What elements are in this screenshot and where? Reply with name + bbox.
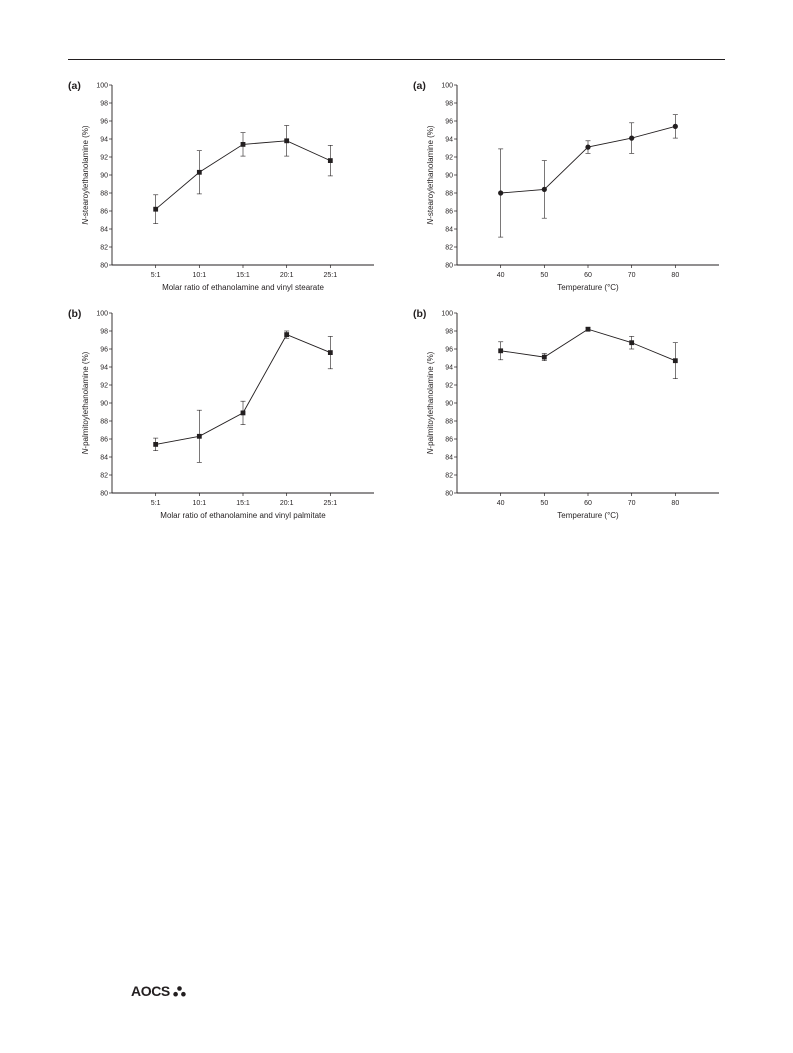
y-axis-title-italic: N xyxy=(81,448,90,455)
data-point xyxy=(542,355,547,360)
y-tick-label: 86 xyxy=(445,208,453,216)
y-tick-label: 100 xyxy=(96,82,108,90)
y-tick-label: 98 xyxy=(100,328,108,336)
data-point xyxy=(153,442,158,447)
x-tick-label: 60 xyxy=(584,500,592,507)
x-tick-label: 70 xyxy=(627,272,636,279)
x-tick-label: 50 xyxy=(540,272,549,279)
y-tick-label: 82 xyxy=(100,472,108,480)
y-axis-title xyxy=(81,351,90,454)
series-line xyxy=(501,329,676,361)
x-tick-label: 40 xyxy=(496,500,505,507)
x-tick-label: 25:1 xyxy=(323,500,338,507)
y-tick-label: 82 xyxy=(100,244,108,252)
y-tick-label: 88 xyxy=(445,418,453,426)
y-tick-label: 80 xyxy=(100,490,108,498)
y-tick-label: 92 xyxy=(100,154,108,162)
y-tick-label: 100 xyxy=(441,82,453,90)
y-tick-label: 84 xyxy=(100,226,108,234)
chart-temperature-palmitoyl xyxy=(405,300,725,530)
publisher-logo-mark-icon xyxy=(173,986,186,997)
y-tick-label: 96 xyxy=(445,346,453,354)
y-tick-label: 92 xyxy=(445,154,453,162)
x-axis-title: Molar ratio of ethanolamine and vinyl palmitate xyxy=(160,511,326,520)
x-axis-title: Temperature (°C) xyxy=(557,283,619,292)
x-tick-label: 15:1 xyxy=(236,272,250,279)
y-tick-label: 96 xyxy=(100,118,108,126)
y-tick-label: 94 xyxy=(100,136,108,144)
y-tick-label: 88 xyxy=(445,190,453,198)
x-axis-title: Temperature (°C) xyxy=(557,511,619,520)
y-axis-title xyxy=(81,125,90,224)
data-point xyxy=(241,411,246,416)
y-tick-label: 88 xyxy=(100,418,108,426)
chart-molar-ratio-stearoyl xyxy=(60,72,380,302)
y-tick-label: 80 xyxy=(100,262,108,270)
panel-label: (b) xyxy=(413,308,427,320)
x-tick-label: 70 xyxy=(627,500,636,507)
x-tick-label: 10:1 xyxy=(192,500,207,507)
y-tick-label: 90 xyxy=(100,400,108,408)
y-tick-label: 90 xyxy=(100,172,108,180)
series-line xyxy=(156,335,331,445)
data-point xyxy=(284,138,289,143)
y-tick-label: 98 xyxy=(100,100,108,108)
y-tick-label: 100 xyxy=(96,310,108,318)
y-axis-title-rest: -stearoylethanolamine (%) xyxy=(81,125,90,219)
x-axis-title: Molar ratio of ethanolamine and vinyl stearate xyxy=(162,283,324,292)
data-point xyxy=(153,207,158,212)
x-tick-label: 5:1 xyxy=(150,272,161,279)
data-point xyxy=(328,158,333,163)
data-point xyxy=(629,340,634,345)
y-axis-title xyxy=(426,351,435,454)
y-tick-label: 90 xyxy=(445,400,453,408)
y-tick-label: 84 xyxy=(445,226,453,234)
y-axis-title-rest: -palmitoylethanolamine (%) xyxy=(426,351,435,449)
y-tick-label: 100 xyxy=(441,310,453,318)
x-tick-label: 15:1 xyxy=(236,500,250,507)
y-axis-title-rest: -stearoylethanolamine (%) xyxy=(426,125,435,219)
y-tick-label: 84 xyxy=(100,454,108,462)
y-tick-label: 92 xyxy=(445,382,453,390)
series-line xyxy=(501,126,676,193)
x-tick-label: 60 xyxy=(584,272,592,279)
data-point xyxy=(498,190,503,195)
y-tick-label: 80 xyxy=(445,490,453,498)
y-tick-label: 94 xyxy=(445,364,453,372)
publisher-logo xyxy=(131,983,186,999)
chart-temperature-stearoyl xyxy=(405,72,725,302)
x-tick-label: 80 xyxy=(671,500,680,507)
data-point xyxy=(197,170,202,175)
panel-label: (b) xyxy=(68,308,82,320)
x-tick-label: 50 xyxy=(540,500,549,507)
y-tick-label: 96 xyxy=(445,118,453,126)
x-tick-label: 20:1 xyxy=(279,500,294,507)
x-tick-label: 25:1 xyxy=(323,272,338,279)
y-axis-title-italic: N xyxy=(426,448,435,455)
panel-label: (a) xyxy=(68,80,81,92)
x-tick-label: 10:1 xyxy=(192,272,207,279)
data-point xyxy=(197,434,202,439)
y-tick-label: 94 xyxy=(445,136,453,144)
y-axis-title-italic: N xyxy=(81,218,90,225)
y-tick-label: 90 xyxy=(445,172,453,180)
data-point xyxy=(629,136,634,141)
y-tick-label: 84 xyxy=(445,454,453,462)
y-tick-label: 92 xyxy=(100,382,108,390)
y-tick-label: 82 xyxy=(445,472,453,480)
x-tick-label: 5:1 xyxy=(150,500,161,507)
panel-label: (a) xyxy=(413,80,426,92)
y-tick-label: 94 xyxy=(100,364,108,372)
data-point xyxy=(542,187,547,192)
data-point xyxy=(586,327,591,332)
page-header-rule xyxy=(68,59,725,60)
data-point xyxy=(498,348,503,353)
y-tick-label: 96 xyxy=(100,346,108,354)
y-tick-label: 86 xyxy=(445,436,453,444)
y-tick-label: 86 xyxy=(100,208,108,216)
data-point xyxy=(284,332,289,337)
y-tick-label: 86 xyxy=(100,436,108,444)
data-point xyxy=(585,145,590,150)
data-point xyxy=(673,358,678,363)
x-tick-label: 40 xyxy=(496,272,505,279)
y-tick-label: 80 xyxy=(445,262,453,270)
data-point xyxy=(673,124,678,129)
publisher-logo-text: AOCS xyxy=(131,983,170,999)
data-point xyxy=(241,142,246,147)
y-axis-title xyxy=(426,125,435,224)
chart-molar-ratio-palmitoyl xyxy=(60,300,380,530)
y-tick-label: 82 xyxy=(445,244,453,252)
y-axis-title-rest: -palmitoylethanolamine (%) xyxy=(81,351,90,449)
x-tick-label: 80 xyxy=(671,272,680,279)
data-point xyxy=(328,350,333,355)
y-tick-label: 88 xyxy=(100,190,108,198)
y-tick-label: 98 xyxy=(445,100,453,108)
y-tick-label: 98 xyxy=(445,328,453,336)
x-tick-label: 20:1 xyxy=(279,272,294,279)
y-axis-title-italic: N xyxy=(426,218,435,225)
